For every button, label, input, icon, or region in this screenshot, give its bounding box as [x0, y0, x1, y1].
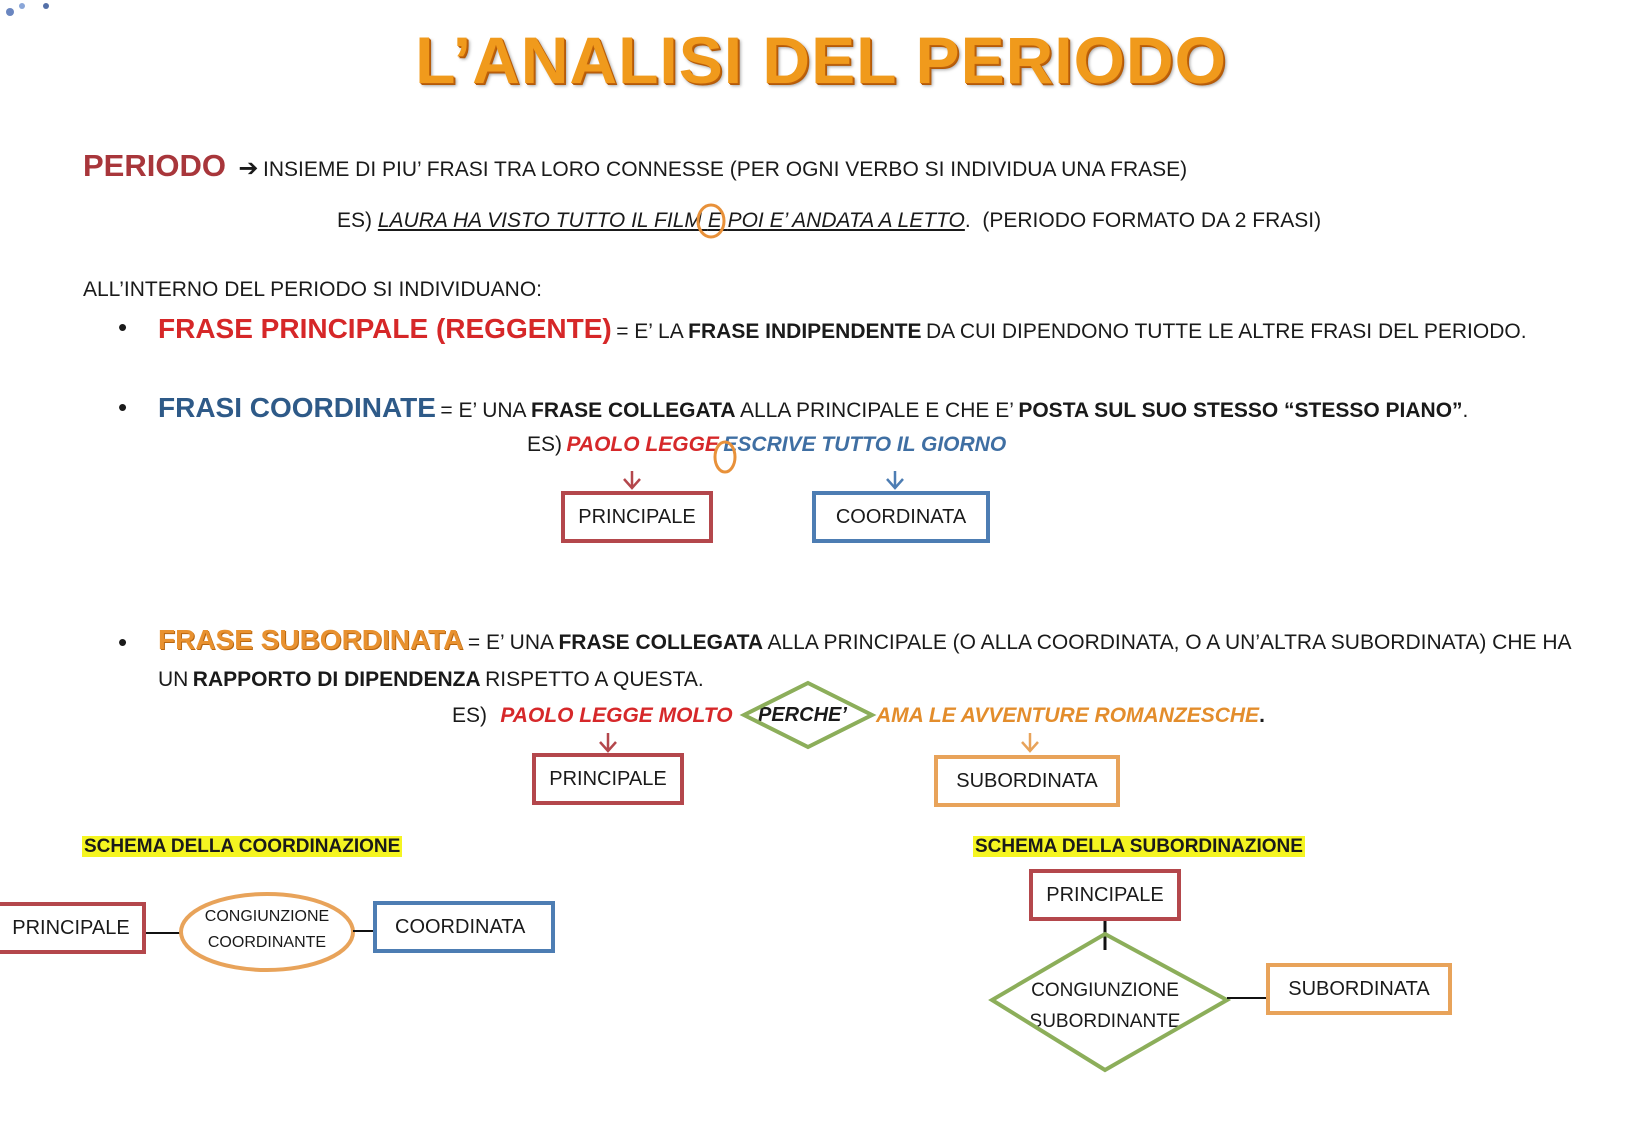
example-prefix: ES)	[337, 209, 373, 232]
subordinata-example-conjunction: PERCHE’	[758, 704, 847, 726]
periodo-definition: INSIEME DI PIU’ FRASI TRA LORO CONNESSE (PER OGNI VERBO SI INDIVIDUA UNA FRASE)	[262, 158, 1188, 181]
coordinate-bold-2: POSTA SUL SUO STESSO “STESSO PIANO”	[1018, 399, 1463, 422]
intro-text: ALL’INTERNO DEL PERIODO SI INDIVIDUANO:	[83, 278, 542, 301]
example-conjunction: E	[707, 209, 722, 232]
subordinata-example-right	[876, 704, 1265, 728]
principale-text-1: = E’ LA	[616, 320, 684, 343]
schema-coord-conj-line2: COORDINANTE	[207, 934, 327, 951]
schema-sub-conj-line1: CONGIUNZIONE	[1031, 980, 1179, 1001]
subordinata-text-1: = E’ UNA	[467, 631, 555, 654]
subordinata-example-prefix: ES)	[452, 704, 488, 727]
coordinate-text-1: = E’ UNA	[440, 399, 527, 422]
schema-coordinazione-title: SCHEMA DELLA COORDINAZIONE	[84, 836, 401, 857]
coordinate-term: FRASI COORDINATE	[158, 392, 436, 423]
periodo-definition-line	[83, 148, 1187, 184]
schema-coordinazione-heading	[82, 836, 402, 858]
coordinate-example	[527, 433, 1006, 457]
coordinate-example-prefix: ES)	[527, 433, 563, 456]
schema-coord-coordinata: COORDINATA	[373, 901, 555, 953]
subordinata-box-principale: PRINCIPALE	[532, 753, 684, 805]
schema-sub-conj-line2: SUBORDINANTE	[1029, 1011, 1181, 1032]
coordinate-text-3: .	[1462, 399, 1469, 422]
example-part2: POI E’ ANDATA A LETTO	[727, 209, 965, 232]
subordinata-text-4: RISPETTO A QUESTA.	[485, 668, 704, 691]
periodo-term: PERIODO	[83, 148, 226, 183]
subordinata-box-subordinata: SUBORDINATA	[934, 755, 1120, 807]
subordinata-bold-2: RAPPORTO DI DIPENDENZA	[192, 668, 481, 691]
arrow-down-icon	[624, 471, 640, 488]
bullet-subordinata	[158, 624, 1572, 656]
coordinate-text-2: ALLA PRINCIPALE E CHE E’	[740, 399, 1014, 422]
schema-coord-conjunction-label	[182, 904, 352, 956]
example-sentence	[378, 209, 965, 232]
subordinata-text-3: UN	[158, 668, 189, 691]
arrow-down-icon	[600, 733, 616, 751]
subordinata-example-main: PAOLO LEGGE MOLTO	[500, 704, 733, 727]
example-part1: LAURA HA VISTO TUTTO IL FILM	[377, 209, 702, 232]
coordinate-bold-1: FRASE COLLEGATA	[531, 399, 736, 422]
schema-sub-subordinata: SUBORDINATA	[1266, 963, 1452, 1015]
bullet-coordinate	[158, 392, 1468, 424]
schema-subordinazione-title: SCHEMA DELLA SUBORDINAZIONE	[975, 836, 1303, 857]
principale-term: FRASE PRINCIPALE (REGGENTE)	[158, 313, 612, 344]
arrow-down-icon	[1022, 733, 1038, 751]
coordinate-box-coordinata: COORDINATA	[812, 491, 990, 543]
bullet-symbol: •	[118, 627, 128, 657]
coordinate-box-principale: PRINCIPALE	[561, 491, 713, 543]
principale-bold-1: FRASE INDIPENDENTE	[688, 320, 922, 343]
bullet-principale	[158, 313, 1527, 345]
schema-coord-conj-line1: CONGIUNZIONE	[204, 908, 330, 925]
subordinata-example-period: .	[1259, 704, 1265, 727]
subordinata-text-2: ALLA PRINCIPALE (O ALLA COORDINATA, O A UN’ALTRA SUBORDINATA) CHE HA	[767, 631, 1572, 654]
page-title: L’ANALISI DEL PERIODO	[415, 23, 1227, 97]
coordinate-example-coord: SCRIVE TUTTO IL GIORNO	[737, 433, 1007, 456]
arrow-right-icon: ➔	[238, 155, 259, 182]
schema-coord-principale: PRINCIPALE	[0, 902, 146, 954]
subordinata-term: FRASE SUBORDINATA	[158, 624, 464, 655]
example-period: .	[964, 209, 971, 232]
schema-sub-principale: PRINCIPALE	[1029, 869, 1181, 921]
subordinata-bold-1: FRASE COLLEGATA	[558, 631, 764, 654]
bullet-symbol: •	[118, 312, 128, 342]
subordinata-continuation	[158, 668, 704, 692]
subordinata-example-sub: AMA LE AVVENTURE ROMANZESCHE	[876, 704, 1260, 727]
periodo-example	[337, 209, 1321, 233]
bullet-symbol: •	[118, 392, 128, 422]
principale-text-2: DA CUI DIPENDONO TUTTE LE ALTRE FRASI DEL PERIODO.	[925, 320, 1527, 343]
example-note: (PERIODO FORMATO DA 2 FRASI)	[982, 209, 1322, 232]
subordinata-example-left	[452, 704, 733, 728]
coordinate-example-main: PAOLO LEGGE	[566, 433, 719, 456]
schema-subordinazione-heading	[973, 836, 1305, 858]
arrow-down-icon	[887, 471, 903, 488]
schema-sub-conjunction-label	[1010, 975, 1200, 1037]
coordinate-example-conjunction: E	[723, 433, 738, 456]
